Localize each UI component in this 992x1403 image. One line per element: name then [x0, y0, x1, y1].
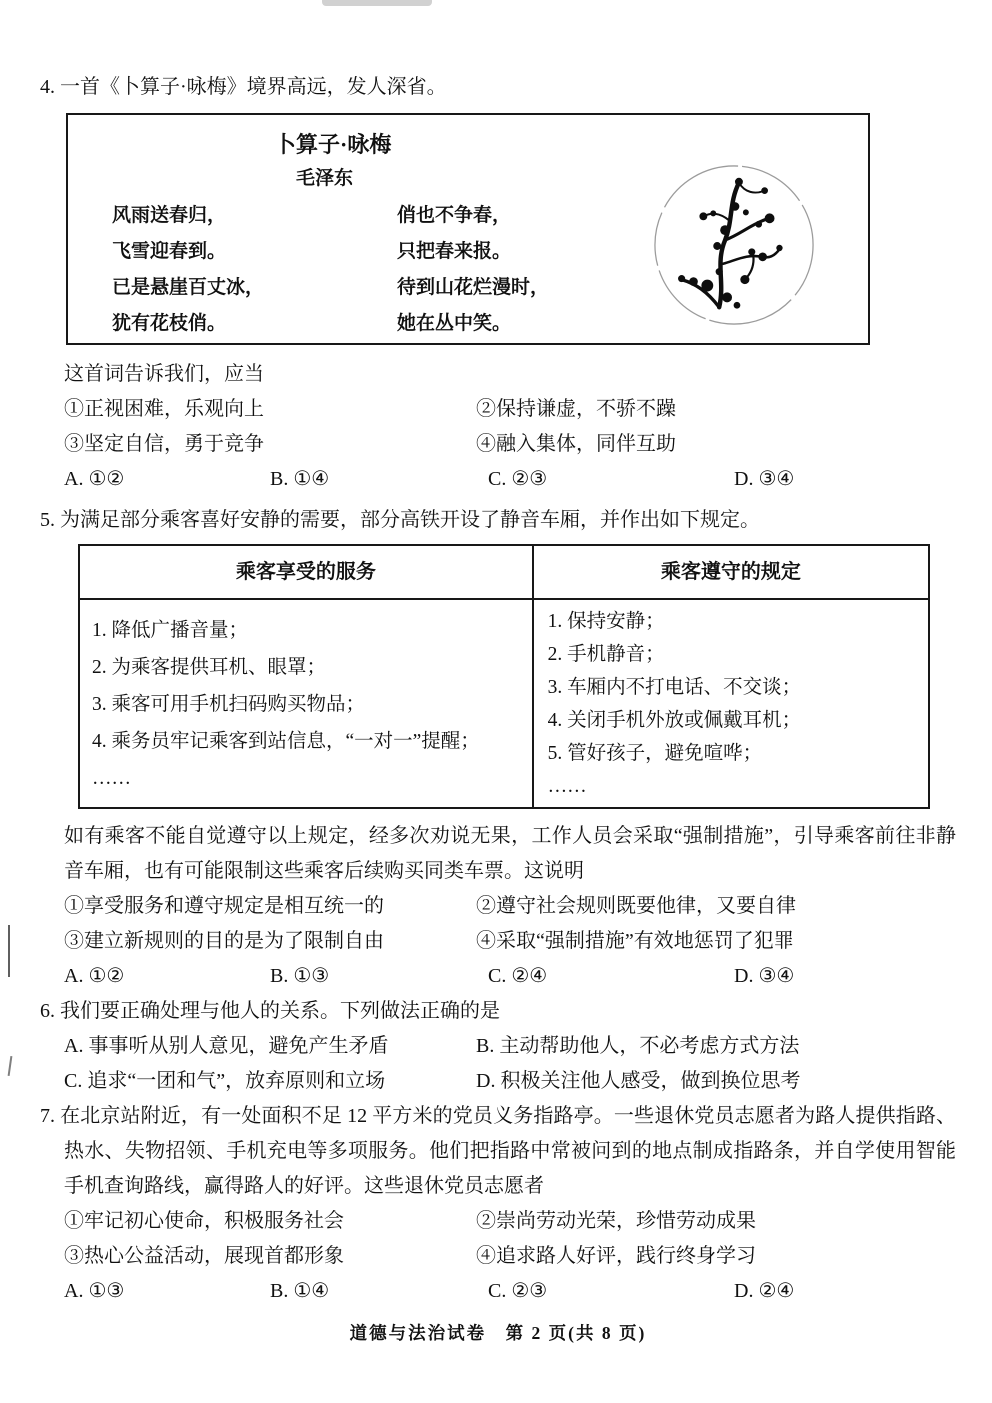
choice-d: D. ③④	[734, 965, 795, 987]
quiet-car-table	[78, 544, 930, 809]
option-item-1: ①正视困难，乐观向上	[64, 398, 264, 420]
service-line: 1. 降低广播音量；	[92, 620, 249, 641]
table-cell-rules	[534, 600, 928, 807]
question-7-choices	[40, 1274, 956, 1309]
table-header-row	[80, 546, 928, 600]
poem-line: 她在丛中笑。	[397, 313, 512, 334]
service-line: 2. 为乘客提供耳机、眼罩；	[92, 657, 327, 678]
question-4-items-row-1	[40, 392, 956, 427]
option-item-1: ①牢记初心使命，积极服务社会	[64, 1210, 344, 1232]
choice-d: D. ③④	[734, 468, 795, 490]
option-item-3: ③热心公益活动，展现首都形象	[64, 1245, 344, 1267]
choice-a: A. 事事听从别人意见，避免产生矛盾	[64, 1035, 389, 1057]
table-body-row	[80, 600, 928, 807]
rule-line: 1. 保持安静；	[547, 611, 665, 632]
question-6-stem: 6. 我们要正确处理与他人的关系。下列做法正确的是	[40, 1000, 500, 1022]
poem-author: 毛泽东	[296, 168, 354, 189]
question-6-choices-row-1	[40, 1029, 956, 1064]
poem-line: 只把春来报。	[397, 241, 512, 262]
rule-line: 5. 管好孩子，避免喧哗；	[547, 743, 763, 764]
question-5-analysis: 如有乘客不能自觉遵守以上规定，经多次劝说无果，工作人员会采取“强制措施”，引导乘客前往非静音车厢，也有可能限制这些乘客后续购买同类车票。这说明	[64, 825, 956, 882]
question-4-choices	[40, 462, 956, 497]
rule-line: 3. 车厢内不打电话、不交谈；	[547, 677, 802, 698]
poem-line: 待到山花烂漫时，	[397, 277, 550, 298]
poem-line: 飞雪迎春到。	[112, 241, 227, 262]
rule-line: ……	[547, 776, 587, 797]
poem-box	[66, 113, 870, 345]
page-footer: 道德与法治试卷 第 2 页(共 8 页)	[349, 1323, 647, 1343]
choice-a: A. ①②	[64, 468, 125, 490]
choice-c: C. ②③	[488, 1280, 548, 1302]
choice-a: A. ①②	[64, 965, 125, 987]
choice-c: C. ②③	[488, 468, 548, 490]
question-4-stem: 4. 一首《卜算子·咏梅》境界高远，发人深省。	[40, 76, 447, 98]
option-item-4: ④融入集体，同伴互助	[476, 433, 676, 455]
question-6-choices-row-2	[40, 1064, 956, 1099]
question-7	[40, 1099, 956, 1309]
poem-line: 风雨送春归，	[112, 205, 227, 226]
option-item-4: ④采取“强制措施”有效地惩罚了犯罪	[476, 930, 794, 952]
question-6	[40, 994, 956, 1099]
poem-left-column	[112, 198, 397, 342]
question-7-stem: 7. 在北京站附近，有一处面积不足 12 平方米的党员义务指路亭。一些退休党员志愿者为路人提供指路、热水、失物招领、手机充电等多项服务。他们把指路中常被问到的地点制成指路条，并自学使用智能手机查询路线，赢得路人的好评。这些退休党员志愿者	[40, 1105, 956, 1197]
service-line: 3. 乘客可用手机扫码购买物品；	[92, 694, 366, 715]
choice-b: B. ①④	[270, 1280, 330, 1302]
poem-line: 俏也不争春，	[397, 205, 512, 226]
question-4-prompt: 这首词告诉我们，应当	[64, 363, 264, 385]
question-5-choices	[40, 959, 956, 994]
plum-blossom-image	[650, 161, 818, 329]
option-item-3: ③建立新规则的目的是为了限制自由	[64, 930, 384, 952]
option-item-2: ②崇尚劳动光荣，珍惜劳动成果	[476, 1210, 756, 1232]
table-header-rules: 乘客遵守的规定	[660, 560, 801, 583]
poem-title: 卜算子·咏梅	[274, 132, 392, 157]
question-5-stem: 5. 为满足部分乘客喜好安静的需要，部分高铁开设了静音车厢，并作出如下规定。	[40, 509, 760, 531]
poem-line: 已是悬崖百丈冰，	[112, 277, 265, 298]
table-cell-services	[80, 600, 534, 807]
question-7-items-row-1	[40, 1204, 956, 1239]
question-4	[40, 70, 956, 497]
service-line: ……	[92, 768, 131, 789]
table-header-services: 乘客享受的服务	[80, 546, 534, 598]
service-line: 4. 乘务员牢记乘客到站信息，“一对一”提醒；	[92, 731, 480, 752]
choice-d: D. 积极关注他人感受，做到换位思考	[476, 1070, 801, 1092]
question-5-items-row-2	[40, 924, 956, 959]
question-5-items-row-1	[40, 889, 956, 924]
poem-right-column	[397, 198, 549, 342]
choice-d: D. ②④	[734, 1280, 795, 1302]
rule-line: 4. 关闭手机外放或佩戴耳机；	[547, 710, 802, 731]
option-item-2: ②保持谦虚，不骄不躁	[476, 398, 676, 420]
option-item-1: ①享受服务和遵守规定是相互统一的	[64, 895, 384, 917]
choice-c: C. ②④	[488, 965, 548, 987]
poem-line: 犹有花枝俏。	[112, 313, 227, 334]
option-item-3: ③坚定自信，勇于竞争	[64, 433, 264, 455]
question-4-items-row-2	[40, 427, 956, 462]
choice-b: B. 主动帮助他人，不必考虑方式方法	[476, 1035, 800, 1057]
choice-a: A. ①③	[64, 1280, 125, 1302]
question-5	[40, 503, 956, 994]
option-item-2: ②遵守社会规则既要他律，又要自律	[476, 895, 796, 917]
choice-c: C. 追求“一团和气”，放弃原则和立场	[64, 1070, 386, 1092]
question-7-items-row-2	[40, 1239, 956, 1274]
rule-line: 2. 手机静音；	[547, 644, 665, 665]
choice-b: B. ①③	[270, 965, 330, 987]
choice-b: B. ①④	[270, 468, 330, 490]
option-item-4: ④追求路人好评，践行终身学习	[476, 1245, 756, 1267]
